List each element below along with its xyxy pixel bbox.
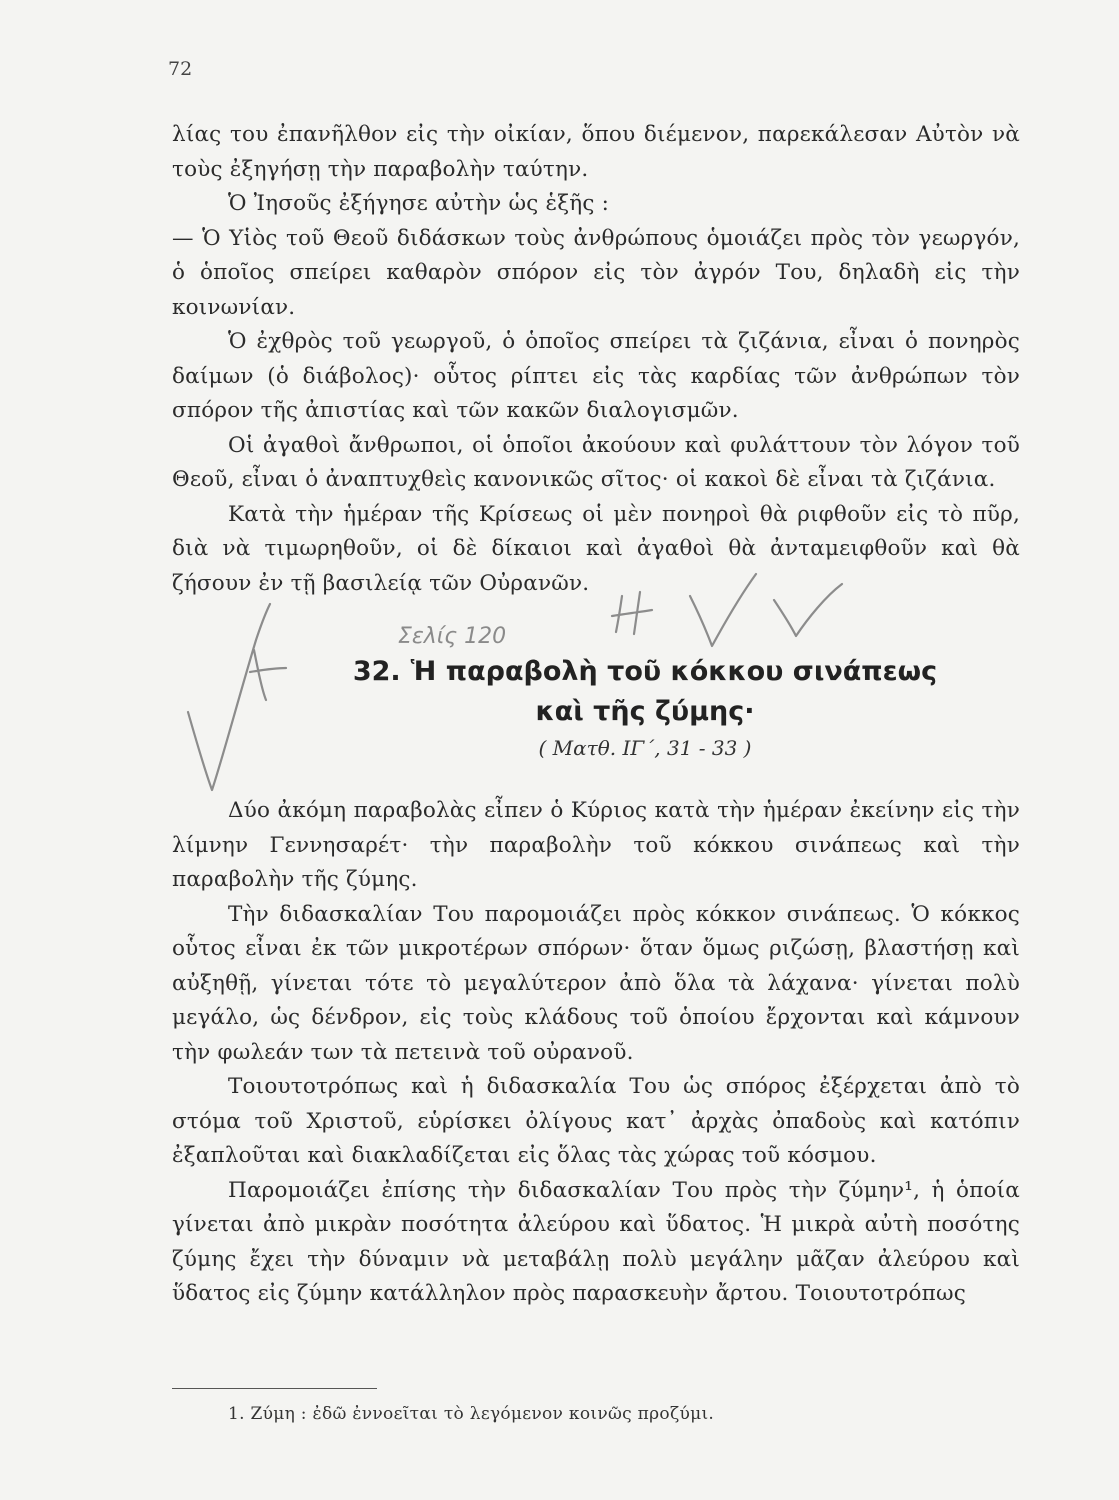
pencil-note: Σελίς 120 <box>398 624 507 649</box>
paragraph: Οἱ ἀγαθοὶ ἄνθρωποι, οἱ ὁποῖοι ἀκούουν καὶ φυλάττουν τὸν λόγον τοῦ Θεοῦ, εἶναι ὁ ἀναπτυχθεὶς κανονικῶς σῖτος· οἱ κακοὶ δὲ εἶναι τὰ ζιζάνια. <box>172 432 1020 492</box>
check-mark-icon <box>188 604 270 790</box>
paragraph: Κατὰ τὴν ἡμέραν τῆς Κρίσεως οἱ μὲν πονηροὶ θὰ ριφθοῦν εἰς τὸ πῦρ, διὰ νὰ τιμωρηθοῦν, οἱ δὲ δίκαιοι καὶ ἀγαθοὶ θὰ ἀνταμειφθοῦν καὶ θὰ ζήσουν ἐν τῇ βασιλείᾳ τῶν Οὐρανῶν. <box>172 501 1020 596</box>
section-title-line1: Ἡ παραβολὴ τοῦ κόκκου σινάπεως <box>410 656 938 687</box>
check-mark-icon <box>690 574 756 646</box>
pencil-scribble-icon <box>250 650 286 700</box>
paragraph: Τοιουτοτρόπως καὶ ἡ διδασκαλία Του ὡς σπόρος ἐξέρχεται ἀπὸ τὸ στόμα τοῦ Χριστοῦ, εὑρίσκει ὀλίγους κατ᾽ ἀρχὰς ὀπαδοὺς καὶ κατόπιν ἐξαπλοῦται καὶ διακλαδίζεται εἰς ὅλας τὰς χώρας τοῦ κόσμου. <box>172 1074 1020 1168</box>
paragraph: Ὁ Ἰησοῦς ἐξήγησε αὐτὴν ὡς ἑξῆς : <box>228 191 610 216</box>
section-title-line2: καὶ τῆς ζύμης· <box>535 696 755 727</box>
footnote: 1. Ζύμη : ἐδῶ ἐννοεῖται τὸ λεγόμενον κοινῶς προζύμι. <box>228 1404 715 1424</box>
paragraph: λίας του ἐπανῆλθον εἰς τὴν οἰκίαν, ὅπου διέμενον, παρεκάλεσαν Αὐτὸν νὰ τοὺς ἐξηγήσῃ τὴν παραβολὴν ταύτην. <box>172 122 1020 182</box>
pencil-letter-icon <box>612 592 652 634</box>
paragraph: — Ὁ Υἱὸς τοῦ Θεοῦ διδάσκων τοὺς ἀνθρώπους ὁμοιάζει πρὸς τὸν γεωργόν, ὁ ὁποῖος σπείρει καθαρὸν σπόρον εἰς τὸν ἀγρόν Του, δηλαδὴ εἰς τὴν κοινωνίαν. <box>172 225 1020 320</box>
paragraph: Τὴν διδασκαλίαν Του παρομοιάζει πρὸς κόκκον σινάπεως. Ὁ κόκκος οὗτος εἶναι ἐκ τῶν μικροτέρων σπόρων· ὅταν ὅμως ριζώσῃ, βλαστήσῃ καὶ αὐξηθῇ, γίνεται τότε τὸ μεγαλύτερον ἀπὸ ὅλα τὰ λάχανα· γίνεται πολὺ μεγάλο, ὡς δένδρον, εἰς τοὺς κλάδους τοῦ ὁποίου ἔρχονται καὶ κάμνουν τὴν φωλεάν των τὰ πετεινὰ τοῦ οὐρανοῦ. <box>172 901 1020 1065</box>
section-reference: ( Ματθ. ΙΓ΄, 31 - 33 ) <box>538 736 752 760</box>
paragraph: Ὁ ἐχθρὸς τοῦ γεωργοῦ, ὁ ὁποῖος σπείρει τὰ ζιζάνια, εἶναι ὁ πονηρὸς δαίμων (ὁ διάβολος)· οὗτος ρίπτει εἰς τὰς καρδίας τῶν ἀνθρώπων τὸν σπόρον τῆς ἀπιστίας καὶ τῶν κακῶν διαλογισμῶν. <box>172 329 1020 423</box>
section-number: 32. <box>352 656 401 687</box>
page-number: 72 <box>168 58 193 80</box>
paragraph: Δύο ἀκόμη παραβολὰς εἶπεν ὁ Κύριος κατὰ τὴν ἡμέραν ἐκείνην εἰς τὴν λίμνην Γεννησαρέτ· τὴν παραβολὴν τοῦ κόκκου σινάπεως καὶ τὴν παραβολὴν τῆς ζύμης. <box>172 798 1020 892</box>
paragraph: Παρομοιάζει ἐπίσης τὴν διδασκαλίαν Του πρὸς τὴν ζύμην¹, ἡ ὁποία γίνεται ἀπὸ μικρὰν ποσότητα ἀλεύρου καὶ ὕδατος. Ἡ μικρὰ αὐτὴ ποσότης ζύμης ἔχει τὴν δύναμιν νὰ μεταβάλῃ πολὺ μεγάλην μᾶζαν ἀλεύρου καὶ ὕδατος εἰς ζύμην κατάλληλον πρὸς παρασκευὴν ἄρτου. Τοιουτοτρόπως <box>172 1177 1020 1306</box>
check-mark-icon <box>774 584 842 636</box>
